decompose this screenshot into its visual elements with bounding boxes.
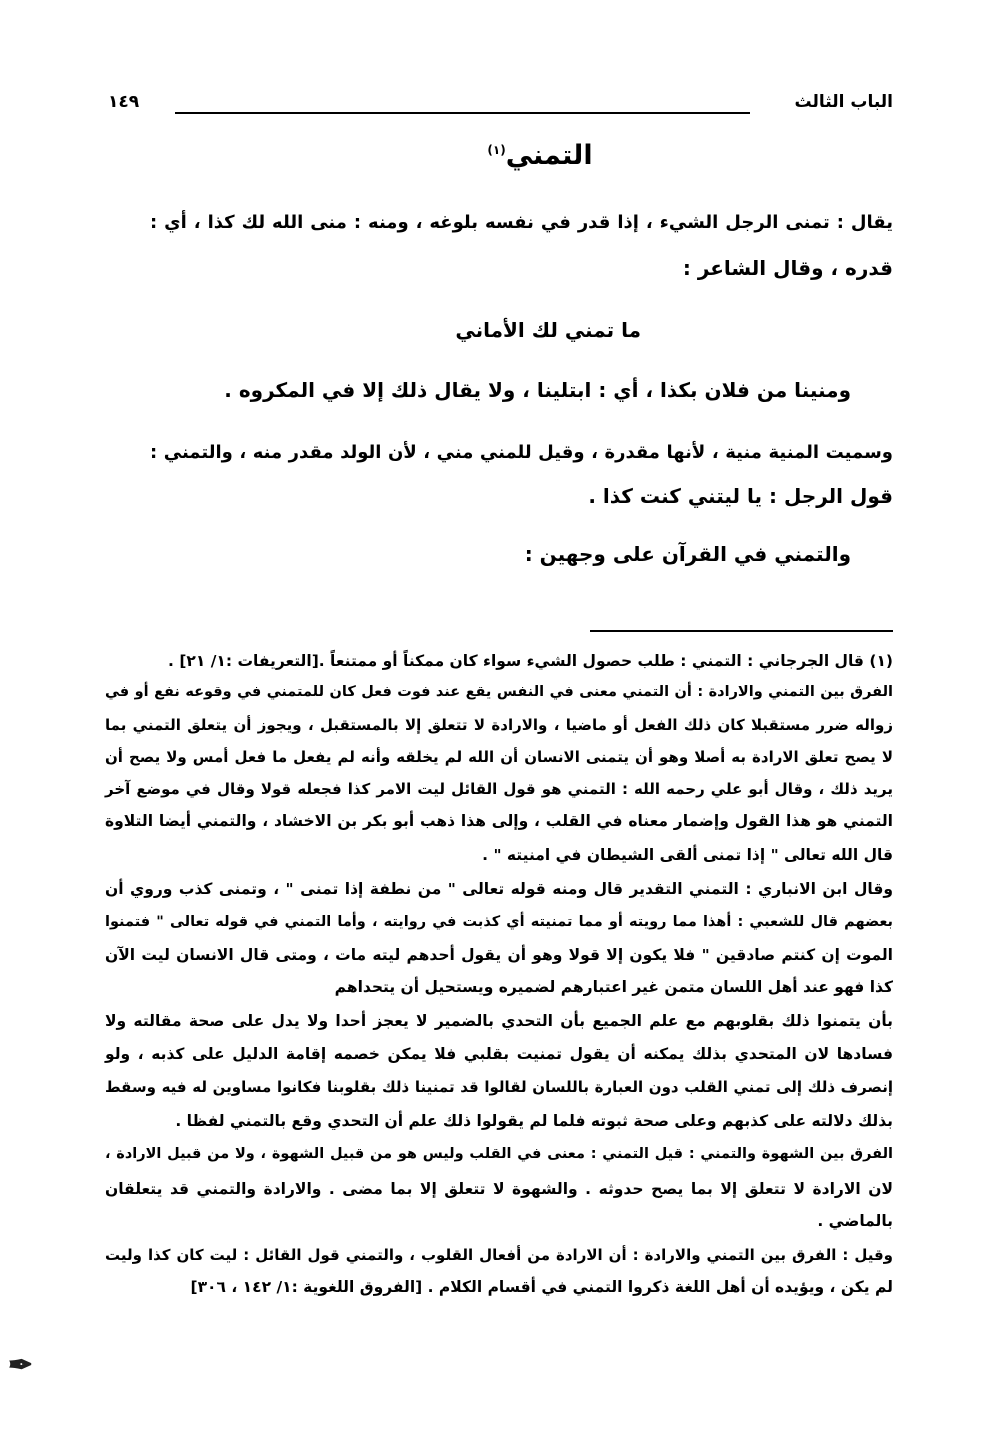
- footnote-ref: (١): [487, 143, 506, 157]
- body-line: والتمني في القرآن على وجهين :: [524, 542, 851, 566]
- body-line: قول الرجل : يا ليتني كنت كذا .: [588, 484, 893, 508]
- footnote-line: وقيل : الفرق بين التمني والارادة : أن الارادة من أفعال القلوب ، والتمني قول القائل : ليت كان كذا وليت: [105, 1246, 893, 1264]
- footnote-line: بالماضي .: [817, 1212, 893, 1230]
- footnote-line: يريد ذلك ، وقال أبو علي رحمه الله : التمني هو قول القائل ليت الامر كذا فجعله قولا وقال في موضع آخر: [105, 780, 893, 798]
- body-line: وسميت المنية منية ، لأنها مقدرة ، وقيل للمني مني ، لأن الولد مقدر منه ، والتمني :: [150, 442, 893, 463]
- footnote-line: بعضهم قال للشعبي : أهذا مما رويته أو مما تمنيته أي كذبت في روايته ، وأما التمني في قوله تعالى " فتمنوا: [105, 914, 893, 930]
- footnote-separator: [590, 630, 893, 632]
- verse-line: ما تمني لك الأماني: [455, 318, 641, 342]
- footnote-line: بذلك دلالته على كذبهم وعلى صحة ثبوته فلما لم يقولوا ذلك علم أن التحدي وقع بالتمني لفظا .: [175, 1112, 893, 1130]
- section-title: [0, 140, 1001, 171]
- footnote-line: الموت إن كنتم صادقين " فلا يكون إلا قولا وهو أن يقول أحدهم ليته مات ، ومتى قال الانسان ليت الآن: [105, 946, 893, 964]
- footnote-line: بأن يتمنوا ذلك بقلوبهم مع علم الجميع بأن التحدي بالضمير لا يعجز أحدا ولا يدل على صحة مقالته ولا: [105, 1012, 893, 1030]
- footnote-line: كذا فهو عند أهل اللسان متمن غير اعتبارهم لضميره ويستحيل أن يتحداهم: [334, 978, 893, 996]
- body-line: يقال : تمنى الرجل الشيء ، إذا قدر في نفسه بلوغه ، ومنه : منى الله لك كذا ، أي :: [150, 212, 893, 233]
- footnote-line: لا يصح تعلق الارادة به أصلا وهو أن يتمنى الانسان أن الله لم يخلقه وأنه لم يفعل ما فعل أمس ولا يصح أن: [105, 748, 893, 766]
- header-rule: [175, 112, 750, 114]
- body-line: قدره ، وقال الشاعر :: [682, 256, 893, 280]
- footnote-line: لان الارادة لا تتعلق إلا بما يصح حدوثه . والشهوة لا تتعلق إلا بما مضى . والارادة والتمني قد يتعلقان: [105, 1180, 893, 1198]
- footnote-line: الفرق بين التمني والارادة : أن التمني معنى في النفس يقع عند فوت فعل كان للمتمني في وقوعه نفع أو في: [105, 684, 893, 700]
- footnote-line: وقال ابن الانباري : التمني التقدير قال ومنه قوله تعالى " من نطفة إذا تمنى " ، وتمنى كذب وروي أن: [105, 880, 893, 898]
- footnote-line: إنصرف ذلك إلى تمني القلب دون العبارة باللسان لقالوا قد تمنينا ذلك بقلوبنا فكانوا مساوين له فيه وسقط: [105, 1078, 893, 1096]
- footnote-line: فسادها لان المتحدي بذلك يمكنه أن يقول تمنيت بقلبي فلا يمكن خصمه إقامة الدليل على كذبه ، ولو: [105, 1045, 893, 1063]
- running-header-chapter: الباب الثالث: [794, 92, 893, 112]
- footnote-line: قال الله تعالى " إذا تمنى ألقى الشيطان في امنيته " .: [482, 846, 893, 864]
- section-title-text: التمني: [505, 140, 593, 171]
- footnote-line: (١) قال الجرجاني : التمني : طلب حصول الشيء سواء كان ممكناً أو ممتنعاً .[التعريفات :١/ ٢١] .: [168, 652, 893, 670]
- body-line: ومنينا من فلان بكذا ، أي : ابتلينا ، ولا يقال ذلك إلا في المكروه .: [224, 378, 851, 402]
- footnote-line: الفرق بين الشهوة والتمني : قيل التمني : معنى في القلب وليس هو من قبيل الشهوة ، ولا من قبيل الارادة ،: [105, 1146, 893, 1162]
- footnote-line: التمني هو هذا القول وإضمار معناه في القلب ، وإلى هذا ذهب أبو بكر بن الاخشاد ، والتمني أيضا التلاوة: [105, 812, 893, 830]
- page-number: ١٤٩: [108, 92, 140, 112]
- footnote-line: زواله ضرر مستقبلا كان ذلك الفعل أو ماضيا ، والارادة لا تتعلق إلا بالمستقبل ، ويجوز أن يتعلق التمني بما: [105, 716, 893, 734]
- footnote-line: لم يكن ، ويؤيده أن أهل اللغة ذكروا التمني في أقسام الكلام . [الفروق اللغوية :١/ ١٤٢ ، ٣٠٦]: [190, 1278, 893, 1296]
- watermark-logo: ✒: [8, 1348, 34, 1383]
